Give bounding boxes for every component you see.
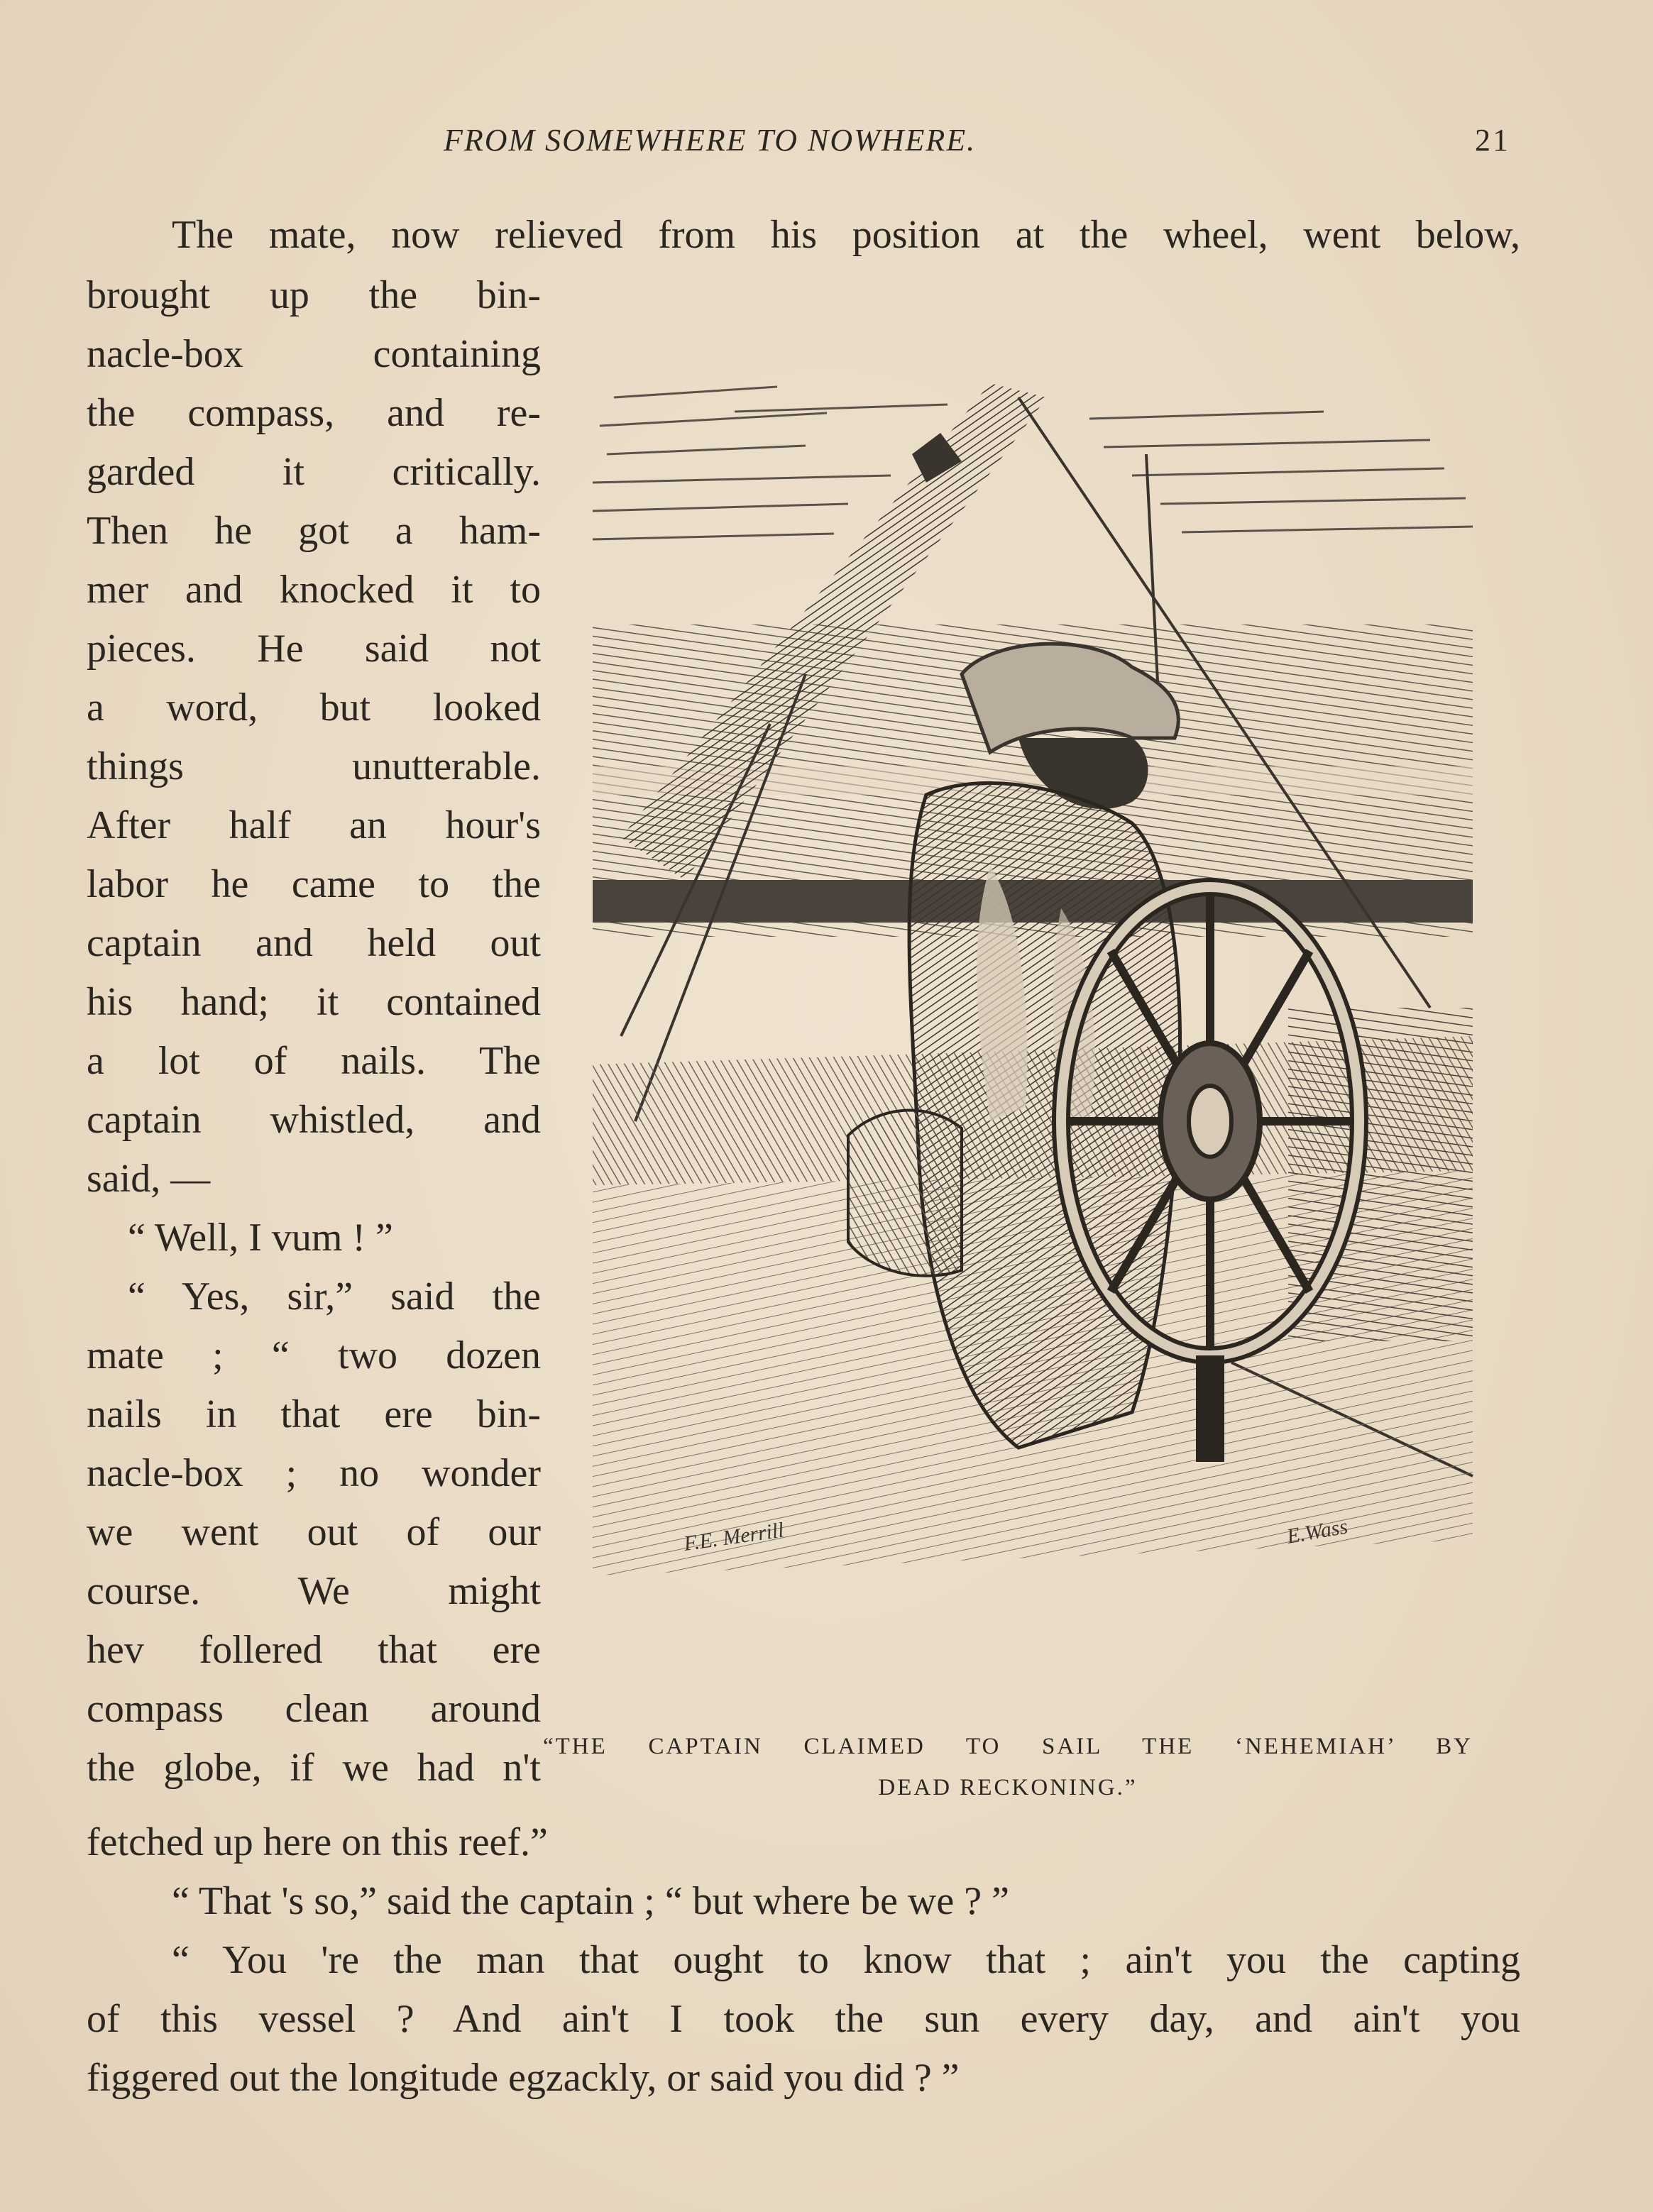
column-line: course. We might	[87, 1569, 541, 1613]
column-line: a lot of nails. The	[87, 1039, 541, 1083]
column-line: nails in that ere bin-	[87, 1392, 541, 1436]
tail-line: “ That 's so,” said the captain ; “ but where be we ? ”	[172, 1879, 1009, 1923]
column-line: said, —	[87, 1157, 211, 1201]
figure-caption	[543, 1726, 1473, 1808]
column-line: Then he got a ham-	[87, 509, 541, 553]
engraver-signature-left: F.E. Merrill	[682, 1518, 786, 1556]
column-line: his hand; it contained	[87, 980, 541, 1024]
opening-line: The mate, now relieved from his position at the wheel, went below,	[172, 213, 1520, 257]
text-continuation	[87, 1813, 1520, 2108]
page-number: 21	[1475, 123, 1510, 158]
column-line: garded it critically.	[87, 450, 541, 494]
tail-line: fetched up here on this reef.”	[87, 1820, 548, 1864]
column-line: “ Well, I vum ! ”	[128, 1216, 393, 1260]
column-line: a word, but looked	[87, 686, 541, 730]
column-line: labor he came to the	[87, 862, 541, 906]
column-line: the globe, if we had n't	[87, 1746, 541, 1790]
column-line: brought up the bin-	[87, 273, 541, 317]
running-head	[0, 122, 1653, 165]
column-line: captain and held out	[87, 921, 541, 965]
column-line: After half an hour's	[87, 803, 541, 847]
column-line: we went out of our	[87, 1510, 541, 1554]
column-line: “ Yes, sir,” said the	[128, 1275, 541, 1319]
column-line: nacle-box containing	[87, 332, 541, 376]
column-line: mate ; “ two dozen	[87, 1333, 541, 1377]
column-line: the compass, and re-	[87, 391, 541, 435]
column-line: things unutterable.	[87, 744, 541, 788]
column-line: pieces. He said not	[87, 627, 541, 671]
tail-line: “ You 're the man that ought to know that ; ain't you the capting	[172, 1938, 1520, 1982]
engraver-signature-right: E.Wass	[1285, 1514, 1350, 1548]
column-line: captain whistled, and	[87, 1098, 541, 1142]
engraving-illustration	[593, 369, 1487, 1668]
tail-line: figgered out the longitude egzackly, or said you did ? ”	[87, 2056, 960, 2100]
column-line: mer and knocked it to	[87, 568, 541, 612]
text-column	[87, 266, 541, 1798]
caption-line-1: “THE CAPTAIN CLAIMED TO SAIL THE ‘NEHEMIAH’ BY	[543, 1734, 1473, 1759]
running-head-title: FROM SOMEWHERE TO NOWHERE.	[444, 123, 977, 158]
column-line: nacle-box ; no wonder	[87, 1451, 541, 1495]
caption-line-2: DEAD RECKONING.”	[878, 1775, 1138, 1800]
column-line: hev follered that ere	[87, 1628, 541, 1672]
tail-line: of this vessel ? And ain't I took the sun every day, and ain't you	[87, 1997, 1520, 2041]
illustration-artwork	[593, 369, 1487, 1668]
column-line: compass clean around	[87, 1687, 541, 1731]
